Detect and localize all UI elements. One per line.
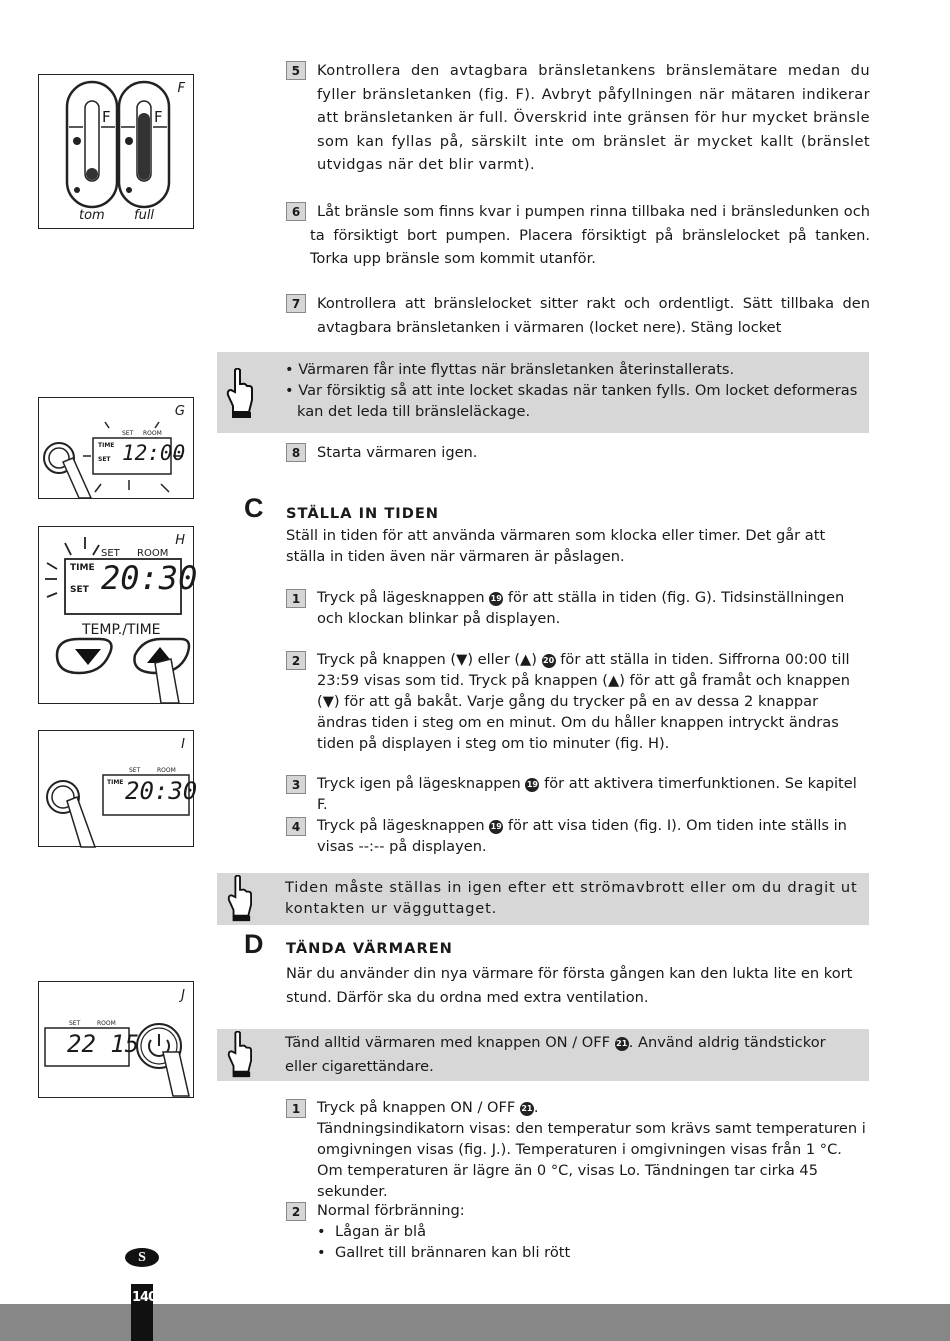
fuel-gauge-illustration bbox=[39, 75, 195, 230]
step-c3 bbox=[286, 773, 870, 815]
step-8 bbox=[286, 441, 870, 465]
language-badge: S bbox=[125, 1248, 159, 1267]
step-number: 1 bbox=[286, 589, 306, 608]
note-text: Tänd alltid värmaren med knappen ON / OFF 21. Använd aldrig tändstickor eller cigarettändare. bbox=[285, 1034, 826, 1075]
figure-i bbox=[38, 730, 198, 847]
step-text bbox=[317, 1200, 870, 1263]
step-6 bbox=[286, 200, 870, 271]
step-text: Starta värmaren igen. bbox=[317, 444, 478, 461]
step-title: Normal förbränning: bbox=[317, 1202, 465, 1219]
lcd-room-label: ROOM bbox=[137, 548, 169, 559]
warning-note bbox=[217, 1029, 869, 1081]
figure-g bbox=[38, 397, 194, 499]
gauge-full-mark-left: F bbox=[102, 108, 111, 126]
section-title: STÄLLA IN TIDEN bbox=[286, 505, 440, 522]
lcd-time-display: 12:00 bbox=[122, 441, 186, 465]
note-text bbox=[285, 359, 859, 422]
step-text: Kontrollera den avtagbara bränsletankens bränslemätare medan du fyller bränsletanken (fig. F). Avbryt påfyllningen när mätaren indikerar att bränsletanken är full. Överskrid inte gränsen för hur mycket bränsle som kan fyllas på, särskilt inte om bränslet är mycket kallt (bränslet utvidgas när det blir varmt). bbox=[317, 62, 870, 173]
warning-note bbox=[217, 352, 869, 433]
figure-f bbox=[38, 74, 194, 229]
pointing-hand-icon bbox=[223, 1031, 257, 1079]
step-text: Kontrollera att bränslelocket sitter rakt och ordentligt. Sätt tillbaka den avtagbara bränsletanken i värmaren (locket nere). Stäng locket bbox=[317, 295, 870, 336]
step-text: Tryck på lägesknappen 19 för att ställa in tiden (fig. G). Tidsinställningen och klockan blinkar på displayen. bbox=[317, 589, 845, 627]
step-text: Tryck på knappen (▼) eller (▲) 20 för att ställa in tiden. Siffrorna 00:00 till 23:59 visas som tid. Tryck på knappen (▲) för att gå framåt och knappen (▼) för att gå bakåt. Varje gång du trycker på en av dessa 2 knappar ändras tiden i steg om en minut. Om du håller knappen intryckt ändras tiden på displayen i steg om tio minuter (fig. H). bbox=[317, 651, 850, 752]
pointing-hand-icon bbox=[223, 875, 257, 923]
figure-label: J bbox=[181, 988, 185, 1003]
step-5 bbox=[286, 59, 870, 177]
gauge-label-empty: tom bbox=[79, 208, 105, 223]
step-number: 7 bbox=[286, 294, 306, 313]
step-text: Låt bränsle som finns kvar i pumpen rinna tillbaka ned i bränsledunken och ta försiktigt bort pumpen. Placera försiktigt på bränslelocket på tanken. Torka upp bränsle som kommit utanför. bbox=[310, 203, 870, 267]
figure-label: H bbox=[175, 533, 185, 548]
lcd-time-label: TIME bbox=[107, 779, 124, 786]
step-number: 3 bbox=[286, 775, 306, 794]
lcd-room-label: ROOM bbox=[97, 1020, 116, 1027]
section-letter: D bbox=[244, 929, 264, 959]
step-c4 bbox=[286, 815, 870, 857]
step-d2 bbox=[286, 1200, 870, 1263]
note-line: • Var försiktig så att inte locket skadas när tanken fylls. Om locket deformeras kan det leda till bränsleläckage. bbox=[285, 382, 858, 420]
pointing-hand-icon bbox=[223, 368, 257, 420]
figure-label: I bbox=[181, 737, 185, 752]
mode-button-ref-icon: 19 bbox=[525, 778, 539, 792]
step-d1 bbox=[286, 1097, 870, 1202]
arrow-button-ref-icon: 20 bbox=[542, 654, 556, 668]
page-number: 140 bbox=[132, 1290, 157, 1305]
lcd-set-label-2: SET bbox=[98, 456, 111, 463]
figure-label: F bbox=[177, 81, 185, 96]
figure-j bbox=[38, 981, 194, 1098]
section-intro: Ställ in tiden för att använda värmaren som klocka eller timer. Det går att ställa in tiden även när värmaren är påslagen. bbox=[286, 527, 826, 565]
step-number: 2 bbox=[286, 1202, 306, 1221]
lcd-time-label: TIME bbox=[98, 442, 115, 449]
section-intro: När du använder din nya värmare för första gången kan den lukta lite en kort stund. Därför ska du ordna med extra ventilation. bbox=[286, 965, 853, 1006]
mode-button-ref-icon: 19 bbox=[489, 820, 503, 834]
step-text: Tryck på lägesknappen 19 för att visa tiden (fig. I). Om tiden inte ställs in visas --:-- på displayen. bbox=[317, 817, 847, 855]
mode-button-ref-icon: 19 bbox=[489, 592, 503, 606]
lcd-time-label: TIME bbox=[70, 563, 95, 573]
lcd-set-label: SET bbox=[129, 767, 141, 774]
step-number: 6 bbox=[286, 202, 306, 221]
on-off-button-ref-icon: 21 bbox=[615, 1037, 629, 1051]
note-text: Tiden måste ställas in igen efter ett strömavbrott eller om du dragit ut kontakten ur vägguttaget. bbox=[285, 879, 858, 917]
bullet-item: • Gallret till brännaren kan bli rött bbox=[317, 1244, 571, 1261]
figure-h bbox=[38, 526, 198, 704]
step-number: 5 bbox=[286, 61, 306, 80]
bullet-item: • Lågan är blå bbox=[317, 1223, 427, 1240]
temp-time-label: TEMP./TIME bbox=[82, 622, 161, 638]
lcd-temp-display: 22 15 bbox=[67, 1030, 140, 1058]
step-number: 4 bbox=[286, 817, 306, 836]
figure-label: G bbox=[174, 404, 185, 419]
section-letter: C bbox=[244, 493, 264, 523]
step-7 bbox=[286, 292, 870, 339]
step-number: 1 bbox=[286, 1099, 306, 1118]
lcd-set-label-2: SET bbox=[70, 585, 89, 595]
step-number: 8 bbox=[286, 443, 306, 462]
step-c2 bbox=[286, 649, 870, 754]
lcd-set-label: SET bbox=[69, 1020, 81, 1027]
gauge-label-full: full bbox=[134, 208, 155, 223]
lcd-time-display: 20:30 bbox=[101, 559, 198, 597]
note-line: • Värmaren får inte flyttas när bränsletanken återinstallerats. bbox=[285, 361, 735, 378]
gauge-full-mark-right: F bbox=[154, 108, 163, 126]
step-c1 bbox=[286, 587, 870, 629]
lcd-room-label: ROOM bbox=[143, 430, 162, 437]
warning-note bbox=[217, 873, 869, 925]
step-text: Tryck igen på lägesknappen 19 för att aktivera timerfunktionen. Se kapitel F. bbox=[317, 775, 857, 813]
section-title: TÄNDA VÄRMAREN bbox=[286, 940, 453, 957]
step-number: 2 bbox=[286, 651, 306, 670]
lcd-set-label: SET bbox=[122, 430, 134, 437]
lcd-time-display: 20:30 bbox=[125, 777, 198, 805]
step-text: Tryck på knappen ON / OFF 21. Tändningsindikatorn visas: den temperatur som krävs samt temperaturen i omgivningen visas (fig. J.). Temperaturen i omgivningen visas från 1 °C. Om temperaturen är lägre än 0 °C, visas Lo. Tändningen tar cirka 45 sekunder. bbox=[317, 1097, 870, 1202]
lcd-set-label: SET bbox=[101, 548, 120, 559]
on-off-button-ref-icon: 21 bbox=[520, 1102, 534, 1116]
lcd-room-label: ROOM bbox=[157, 767, 176, 774]
step-detail: Tändningsindikatorn visas: den temperatur som krävs samt temperaturen i omgivningen visas (fig. J.). Temperaturen i omgivningen visas från 1 °C. Om temperaturen är lägre än 0 °C, visas Lo. Tändningen tar cirka 45 sekunder. bbox=[317, 1120, 866, 1200]
